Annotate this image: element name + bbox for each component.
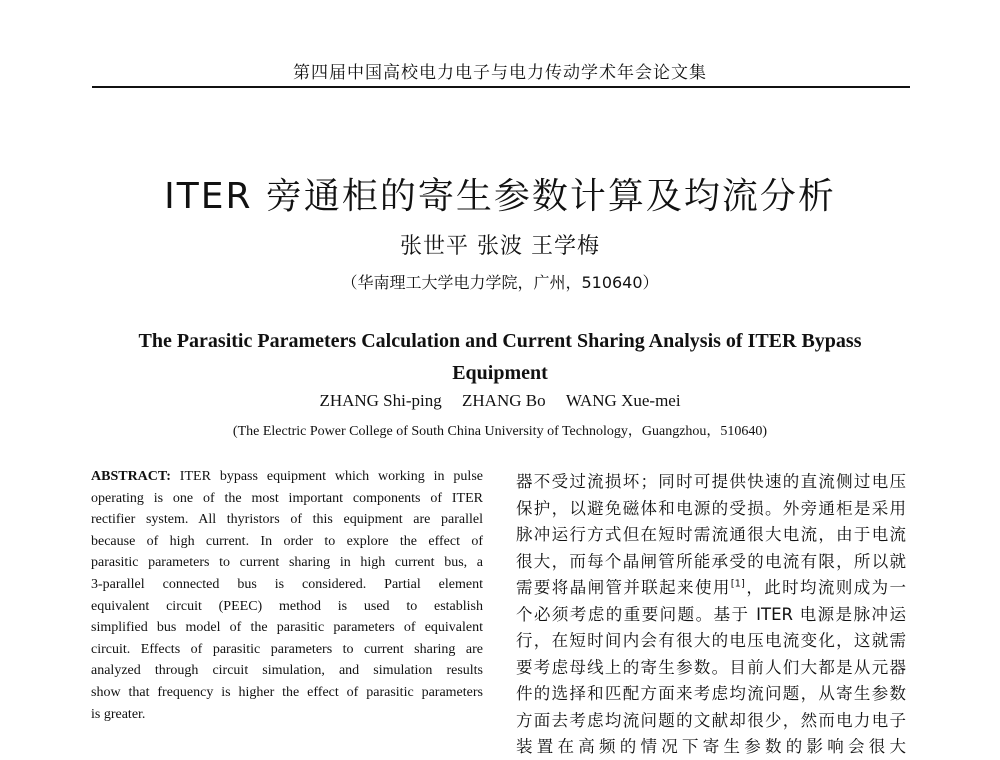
abstract-line: equivalent circuit (PEEC) method is used to establish: [91, 598, 483, 614]
abstract-line: ABSTRACT: ITER bypass equipment which working in pulse: [91, 469, 483, 484]
body-line: 件的选择和匹配方面来考虑均流问题，从寄生参数: [516, 684, 906, 703]
abstract-line: because of high current. In order to explore the effect of: [91, 533, 483, 549]
citation-marker[interactable]: [1]: [730, 578, 745, 590]
abstract-line: simplified bus model of the parasitic parameters of equivalent: [91, 620, 483, 636]
chinese-title: ITER 旁通柜的寄生参数计算及均流分析: [164, 176, 836, 217]
abstract-column: [91, 466, 483, 725]
body-line: 要考虑母线上的寄生参数。目前人们大都是从元器: [516, 657, 906, 677]
abstract-line: show that frequency is higher the effect of parasitic parameters: [91, 684, 483, 700]
body-line: 个必须考虑的重要问题。基于 ITER 电源是脉冲运: [516, 604, 906, 624]
abstract-line: operating is one of the most important components of ITER: [91, 490, 483, 506]
body-line: 很大，而每个晶闸管所能承受的电流有限，所以就: [516, 551, 906, 571]
body-line: 器不受过流损坏；同时可提供快速的直流侧过电压: [516, 472, 906, 491]
abstract-label: ABSTRACT:: [91, 469, 171, 484]
abstract-line: rectifier system. All thyristors of this equipment are parallel: [91, 512, 483, 528]
body-line: 装置在高频的情况下寄生参数的影响会很大: [516, 737, 906, 756]
english-title: The Parasitic Parameters Calculation and Current Sharing Analysis of ITER Bypass Equipment: [138, 330, 862, 384]
running-header: 第四届中国高校电力电子与电力传动学术年会论文集: [293, 63, 707, 83]
author-3: WANG Xue-mei: [565, 391, 681, 410]
body-line: 行，在短时间内会有很大的电压电流变化，这就需: [516, 631, 906, 650]
chinese-affiliation: （华南理工大学电力学院，广州，510640）: [341, 273, 659, 292]
english-affiliation: (The Electric Power College of South China University of Technology，Guangzhou，510640): [232, 424, 768, 439]
body-line: 脉冲运行方式但在短时需流通很大电流，由于电流: [516, 525, 906, 544]
body-text-column: [516, 469, 906, 760]
body-line: 方面去考虑均流问题的文献却很少，然而电力电子: [516, 710, 906, 730]
author-1: ZHANG Shi-ping: [319, 391, 442, 410]
abstract-line: analyzed through circuit simulation, and simulation results: [91, 663, 483, 679]
abstract-line: is greater.: [91, 706, 146, 722]
abstract-line: 3-parallel connected bus is considered. Partial element: [91, 576, 483, 592]
body-line: 需要将晶闸管并联起来使用[1]，此时均流则成为一: [516, 578, 907, 597]
abstract-line: parasitic parameters to current sharing in high current bus, a: [91, 555, 483, 571]
chinese-authors: 张世平 张波 王学梅: [400, 234, 600, 259]
english-authors: [0, 391, 1000, 411]
abstract-line: circuit. Effects of parasitic parameters to current sharing are: [91, 641, 483, 657]
body-line: 保护，以避免磁体和电源的受损。外旁通柜是采用: [516, 498, 906, 518]
header-rule: [92, 86, 910, 88]
author-2: ZHANG Bo: [462, 391, 546, 410]
